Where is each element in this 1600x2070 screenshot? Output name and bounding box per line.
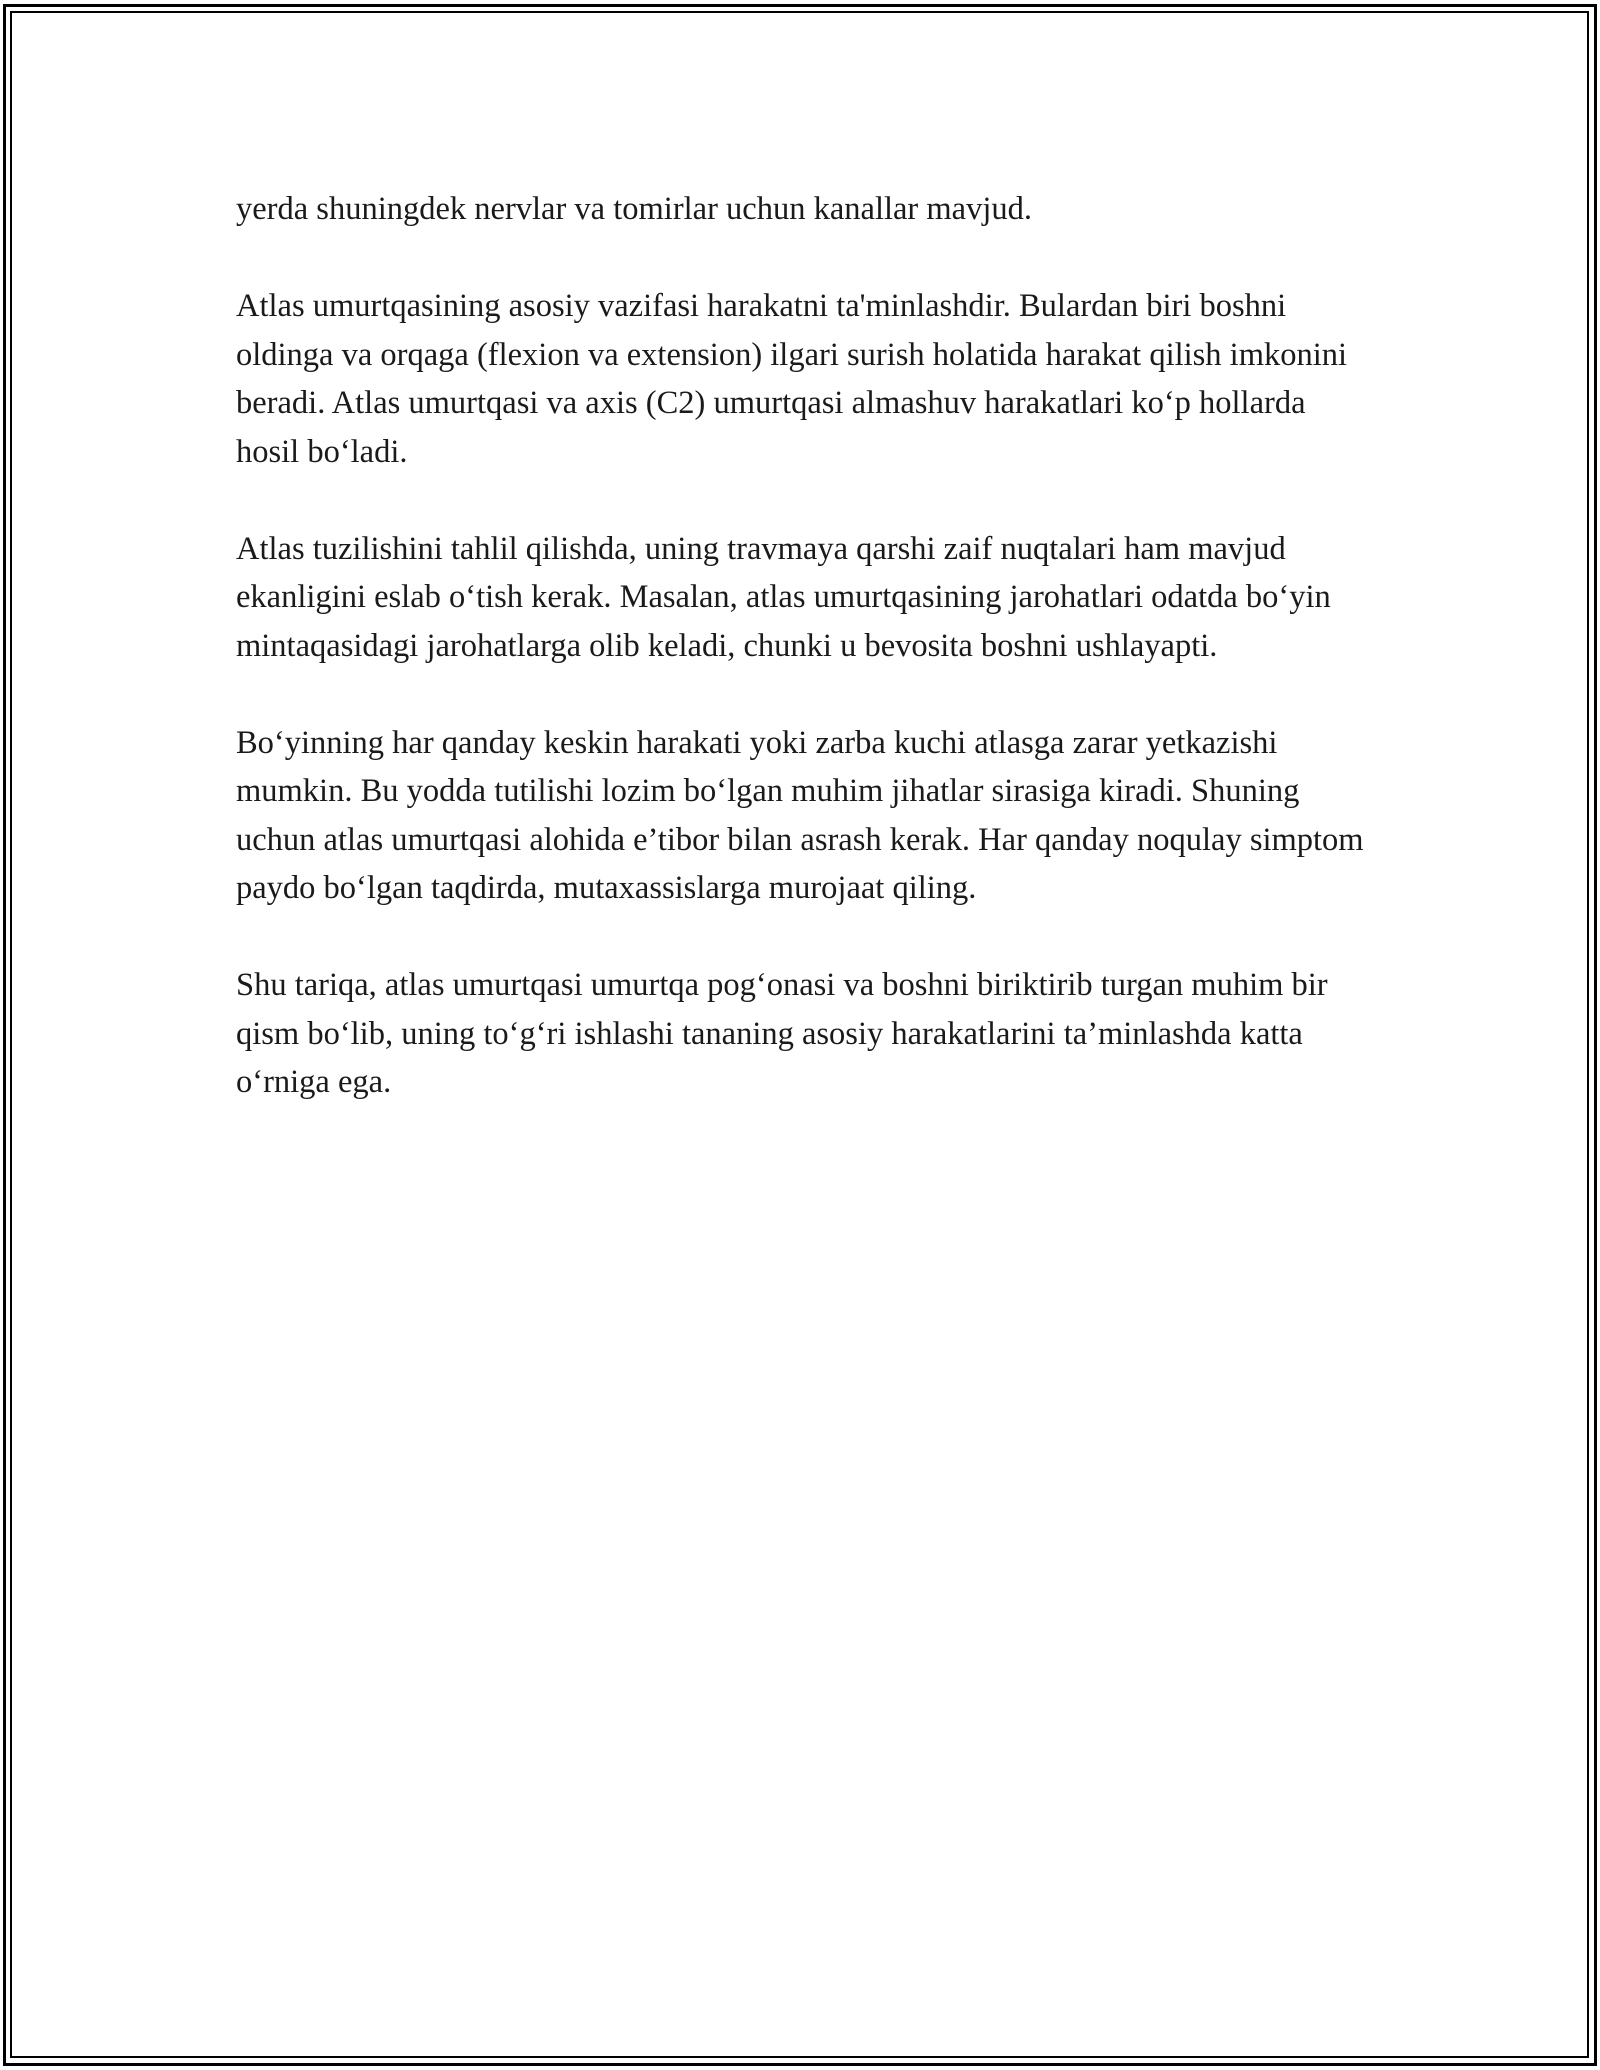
paragraph-1: yerda shuningdek nervlar va tomirlar uchun kanallar mavjud. (236, 191, 1032, 227)
paragraph-4: Bo‘yinning har qanday keskin harakati yoki zarba kuchi atlasga zarar yetkazishi mumkin. Bu yodda tutilishi lozim bo‘lgan muhim jihatlar sirasiga kiradi. Shuning uchun atlas umurtqasi alohida e’tibor bilan asrash kerak. Har qanday noqulay simptom paydo bo‘lgan taqdirda, mutaxassislarga murojaat qiling. (236, 724, 1364, 906)
document-body (236, 185, 1376, 1107)
paragraph-3: Atlas tuzilishini tahlil qilishda, uning travmaya qarshi zaif nuqtalari ham mavjud ekanligini eslab o‘tish kerak. Masalan, atlas umurtqasining jarohatlari odatda bo‘yin mintaqasidagi jarohatlarga olib keladi, chunki u bevosita boshni ushlayapti. (236, 530, 1331, 664)
paragraph-2: Atlas umurtqasining asosiy vazifasi harakatni ta'minlashdir. Bulardan biri boshni oldinga va orqaga (flexion va extension) ilgari surish holatida harakat qilish imkonini beradi. Atlas umurtqasi va axis (C2) umurtqasi almashuv harakatlari ko‘p hollarda hosil bo‘ladi. (236, 288, 1348, 470)
paragraph-5: Shu tariqa, atlas umurtqasi umurtqa pog‘onasi va boshni biriktirib turgan muhim bir qism bo‘lib, uning to‘g‘ri ishlashi tananing asosiy harakatlarini ta’minlashda katta o‘rniga ega. (236, 967, 1328, 1100)
